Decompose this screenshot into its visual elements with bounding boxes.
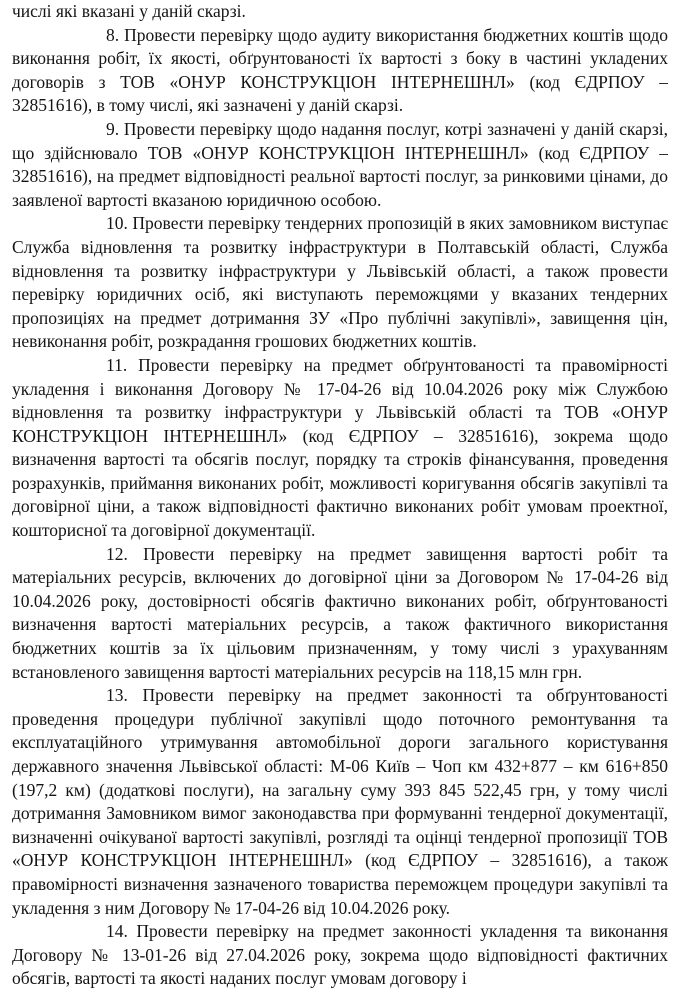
- paragraph-number: 10.: [106, 213, 128, 234]
- paragraph-text: числі які вказані у даній скарзі.: [12, 1, 246, 21]
- paragraph-text: Провести перевірку щодо аудиту використання бюджетних коштів щодо виконання робіт, їх якості, обґрунтованості їх вартості з боку в частині укладених договорів з ТОВ «ОНУР КОНСТРУКЦІОН ІНТЕРНЕШНЛ» (код ЄДРПОУ – 32851616), в тому числі, які зазначені у даній скарзі.: [12, 24, 668, 116]
- paragraph-text: Провести перевірку на предмет законності укладення та виконання Договору № 13-01-26 від 27.04.2026 року, зокрема щодо відповідності фактичних обсягів, вартості та якості наданих послуг умовам договору і: [12, 921, 668, 989]
- paragraph-item-14: [12, 920, 668, 991]
- paragraph-text: Провести перевірку тендерних пропозицій в яких замовником виступає Служба відновлення та розвитку інфраструктури в Полтавській області, Служба відновлення та розвитку інфраструктури у Львівській області, а також провести перевірку юридичних осіб, які виступають переможцями у вказаних тендерних пропозиціях на предмет дотримання ЗУ «Про публічні закупівлі», завищення цін, невиконання робіт, розкрадання грошових бюджетних коштів.: [12, 213, 668, 352]
- document-page: [12, 0, 668, 996]
- paragraph-text: Провести перевірку на предмет законності та обґрунтованості проведення процедури публічної закупівлі щодо поточного ремонтування та експлуатаційного утримування автомобільної дороги загального користування державного значення Львівської області: М-06 Київ – Чоп км 432+877 – км 616+850 (197,2 км) (додаткові послуги), на загальну суму 393 845 522,45 грн, у тому числі дотримання Замовником вимог законодавства при формуванні тендерної документації, визначенні очікуваної вартості закупівлі, розгляді та оцінці тендерної пропозиції ТОВ «ОНУР КОНСТРУКЦІОН ІНТЕРНЕШНЛ» (код ЄДРПОУ – 32851616), а також правомірності визначення зазначеного товариства переможцем процедури закупівлі та укладення з ним Договору № 17-04-26 від 10.04.2026 року.: [12, 685, 668, 918]
- paragraph-number: 9.: [106, 118, 120, 139]
- paragraph-item-10: [12, 212, 668, 354]
- paragraph-number: 11.: [106, 354, 128, 375]
- paragraph-text: Провести перевірку на предмет обґрунтованості та правомірності укладення і виконання Договору № 17-04-26 від 10.04.2026 року між Службою відновлення та розвитку інфраструктури у Львівській області та ТОВ «ОНУР КОНСТРУКЦІОН ІНТЕРНЕШНЛ» (код ЄДРПОУ – 32851616), зокрема щодо визначення вартості та обсягів послуг, порядку та строків фінансування, проведення розрахунків, приймання виконаних робіт, можливості коригування обсягів закупівлі та договірної ціни, а також відповідності фактично виконаних робіт умовам проектної, кошторисної та договірної документації.: [12, 354, 668, 541]
- paragraph-continuation: [12, 0, 668, 24]
- paragraph-number: 12.: [106, 543, 128, 564]
- paragraph-number: 14.: [106, 921, 128, 942]
- paragraph-text: Провести перевірку на предмет завищення вартості робіт та матеріальних ресурсів, включених до договірної ціни за Договором № 17-04-26 від 10.04.2026 року, достовірності обсягів фактично виконаних робіт, обґрунтованості визначення вартості матеріальних ресурсів, а також фактичного використання бюджетних коштів за їх цільовим призначенням, у тому числі з урахуванням встановленого завищення вартості матеріальних ресурсів на 118,15 млн грн.: [12, 543, 668, 682]
- paragraph-item-11: [12, 354, 668, 543]
- paragraph-item-9: [12, 118, 668, 212]
- paragraph-text: Провести перевірку щодо надання послуг, котрі зазначені у даній скарзі, що здійснювало ТОВ «ОНУР КОНСТРУКЦІОН ІНТЕРНЕШНЛ» (код ЄДРПОУ – 32851616), на предмет відповідності реальної вартості послуг, за ринковими цінами, до заявленої вартості вказаною юридичною особою.: [12, 118, 668, 210]
- paragraph-item-8: [12, 24, 668, 118]
- paragraph-number: 8.: [106, 24, 120, 45]
- paragraph-item-13: [12, 684, 668, 920]
- paragraph-number: 13.: [106, 685, 128, 706]
- paragraph-item-12: [12, 543, 668, 685]
